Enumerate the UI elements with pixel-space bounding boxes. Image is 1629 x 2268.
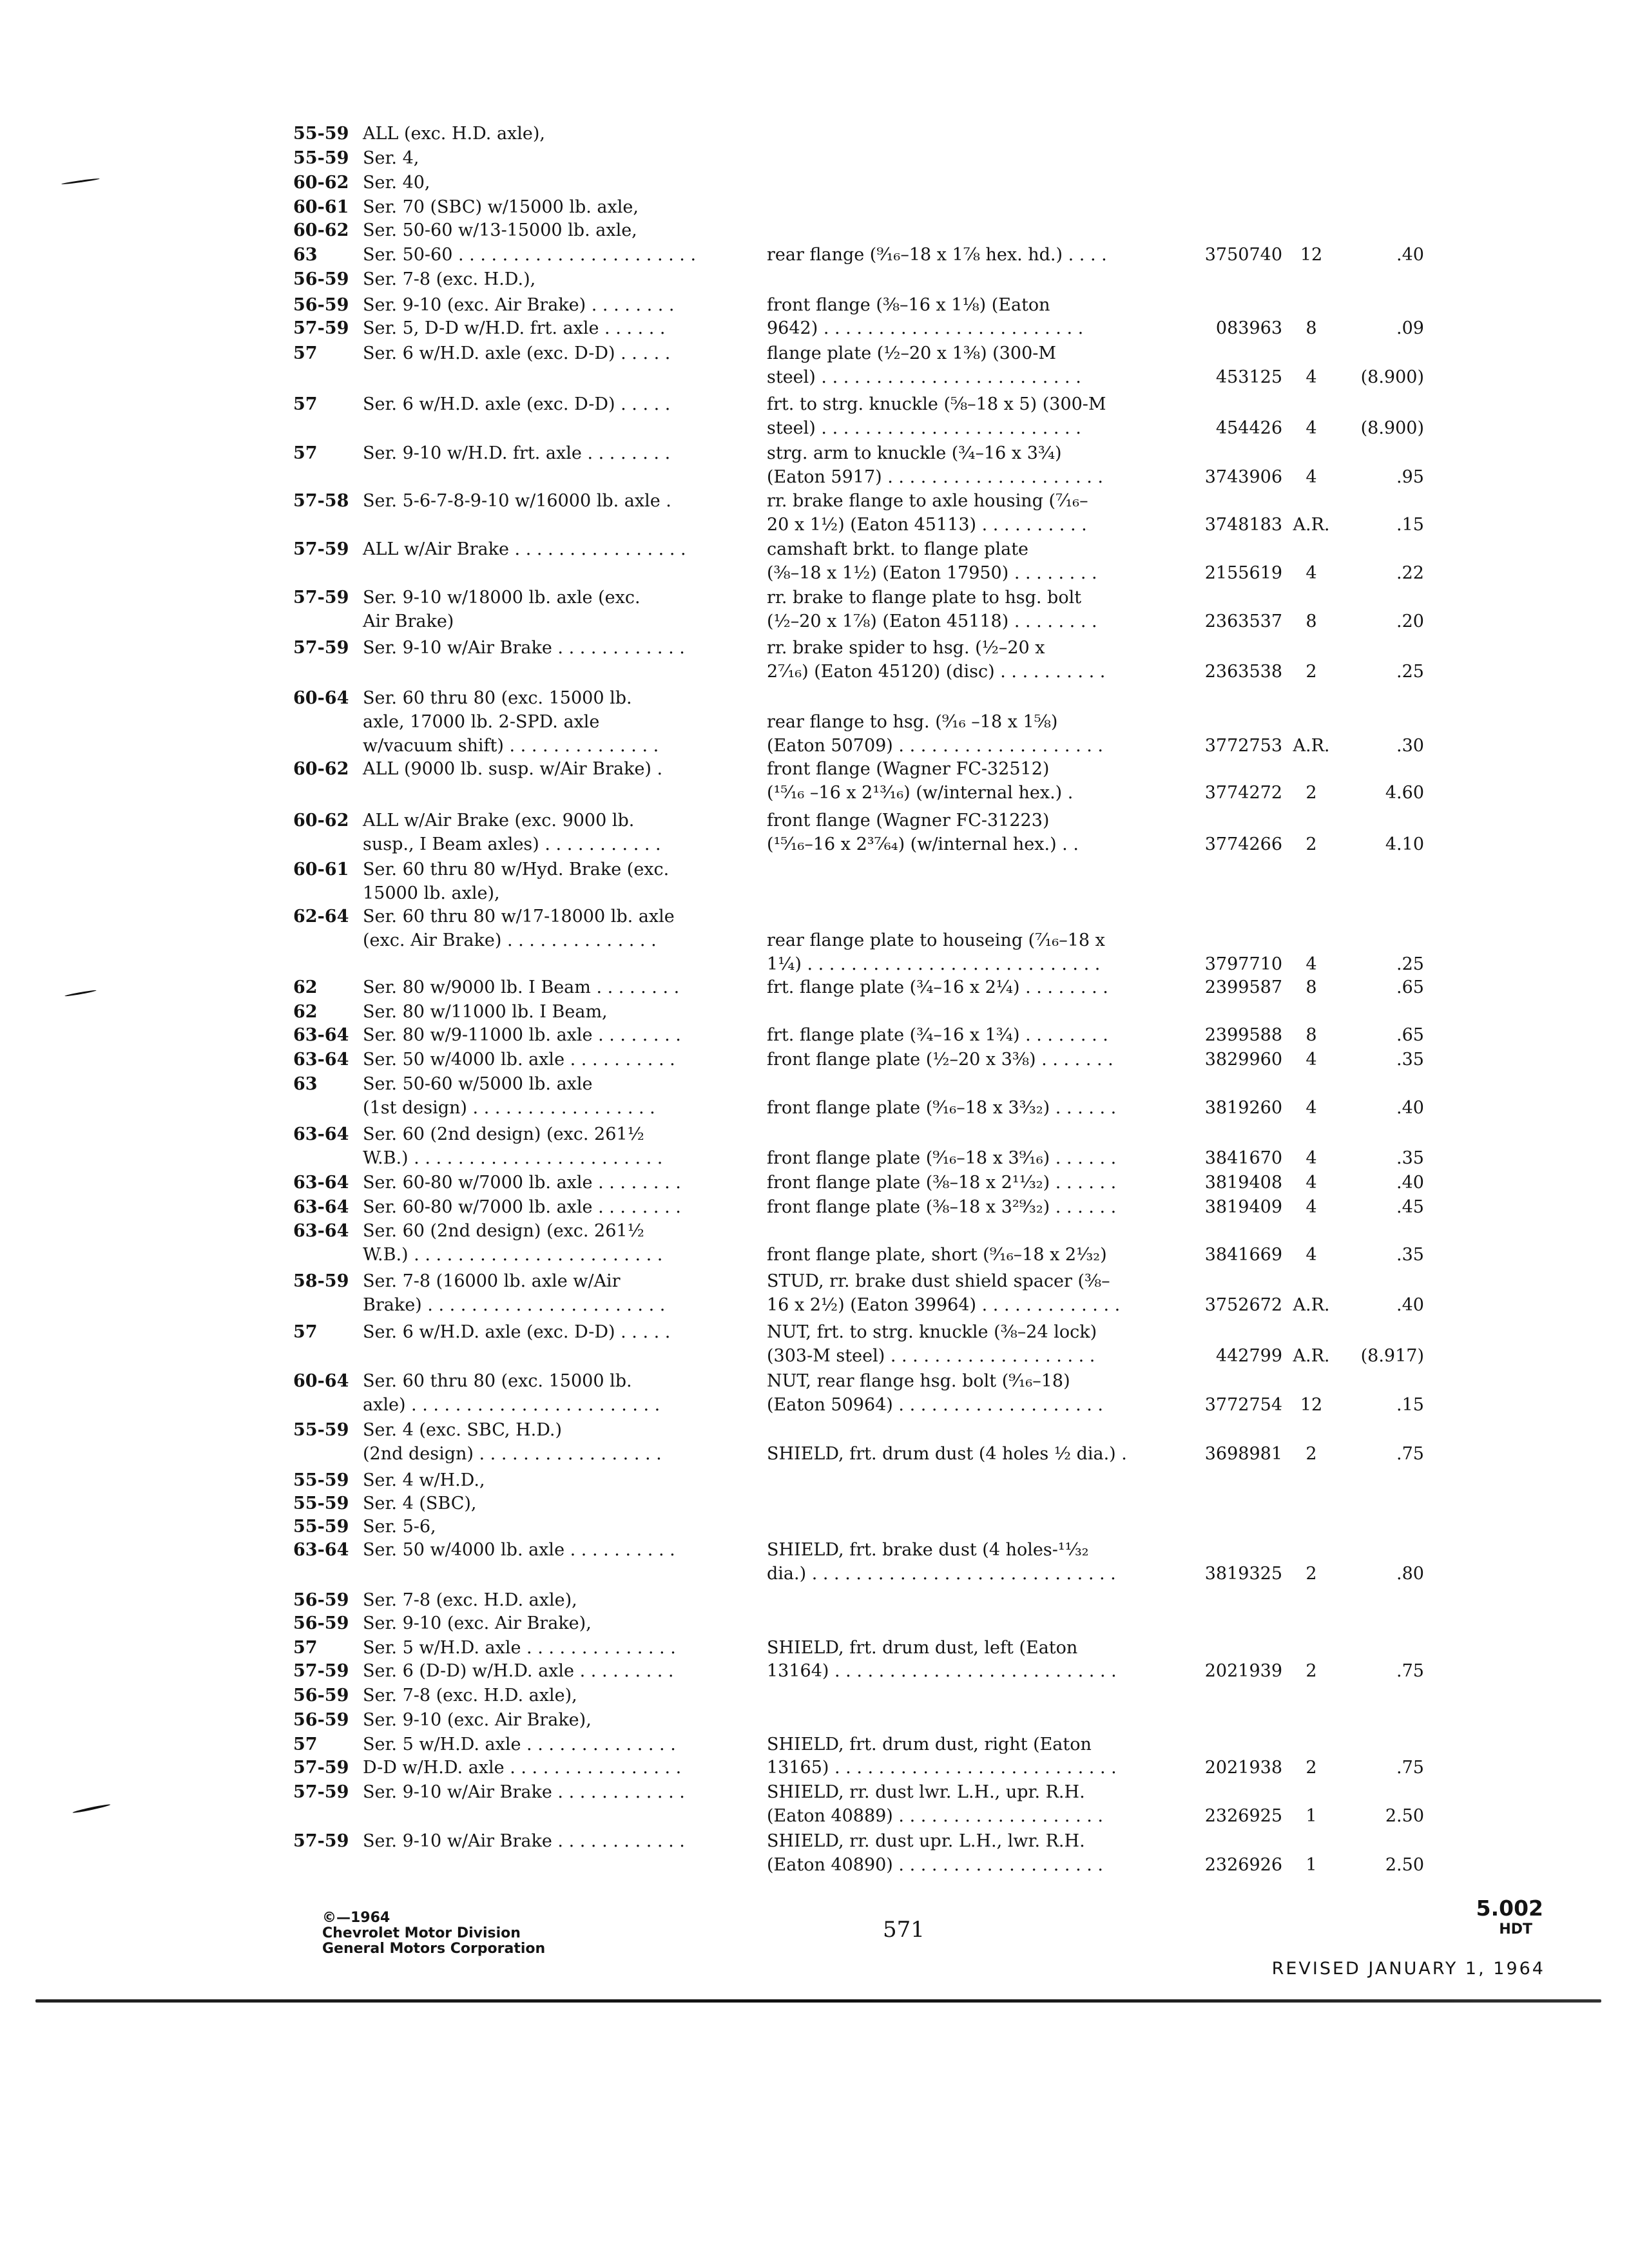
year-cell: 57: [293, 1322, 318, 1342]
description-cell: front flange plate (⅜–18 x 2¹¹⁄₃₂) . . . . . .: [767, 1173, 1117, 1193]
year-cell: 57-59: [293, 1782, 349, 1802]
part-number-cell: 3752672: [1204, 1295, 1282, 1315]
description-cell: front flange (Wagner FC-32512): [767, 759, 1050, 779]
application-cell: Ser. 9-10 w/H.D. frt. axle . . . . . . . .: [363, 443, 671, 463]
price-cell: (8.900): [1360, 367, 1424, 387]
year-cell: 57: [293, 1638, 318, 1658]
part-number-cell: 3819409: [1204, 1197, 1282, 1217]
description-cell: front flange plate (⁹⁄₁₆–18 x 3⁹⁄₁₆) . . . . . .: [767, 1148, 1117, 1168]
part-number-cell: 083963: [1215, 318, 1282, 338]
year-cell: 55-59: [293, 1494, 349, 1514]
year-cell: 55-59: [293, 1470, 349, 1490]
price-cell: 4.10: [1385, 834, 1424, 854]
application-cell: Ser. 6 w/H.D. axle (exc. D-D) . . . . .: [363, 343, 671, 363]
part-number-cell: 2399588: [1204, 1025, 1282, 1045]
application-cell: Ser. 5 w/H.D. axle . . . . . . . . . . . . . .: [363, 1638, 676, 1658]
year-cell: 60-62: [293, 173, 349, 193]
quantity-cell: 4: [1306, 1148, 1317, 1168]
quantity-cell: 8: [1306, 1025, 1317, 1045]
description-cell: NUT, frt. to strg. knuckle (⅜–24 lock): [767, 1322, 1097, 1342]
bottom-rule: [35, 1999, 1601, 2003]
application-cell: Ser. 7-8 (exc. H.D. axle),: [363, 1590, 577, 1610]
year-cell: 62-64: [293, 907, 349, 927]
year-cell: 57-59: [293, 1758, 349, 1778]
year-cell: 60-61: [293, 860, 349, 879]
description-cell: 20 x 1½) (Eaton 45113) . . . . . . . . . .: [767, 515, 1087, 535]
description-cell: (Eaton 5917) . . . . . . . . . . . . . . . . . . . .: [767, 467, 1103, 487]
description-cell: camshaft brkt. to flange plate: [767, 539, 1029, 559]
quantity-cell: 8: [1306, 318, 1317, 338]
application-cell: Ser. 6 w/H.D. axle (exc. D-D) . . . . .: [363, 394, 671, 414]
part-number-cell: 2021938: [1204, 1758, 1282, 1778]
description-cell: frt. flange plate (¾–16 x 2¼) . . . . . . . .: [767, 977, 1108, 997]
application-cell: Ser. 80 w/9-11000 lb. axle . . . . . . . .: [363, 1025, 681, 1045]
year-cell: 63-64: [293, 1221, 349, 1241]
description-cell: STUD, rr. brake dust shield spacer (⅜–: [767, 1271, 1110, 1291]
application-cell: Ser. 50 w/4000 lb. axle . . . . . . . . . .: [363, 1050, 675, 1070]
description-cell: 2⁷⁄₁₆) (Eaton 45120) (disc) . . . . . . . . . .: [767, 662, 1106, 682]
description-cell: rr. brake spider to hsg. (½–20 x: [767, 638, 1045, 658]
price-cell: .09: [1396, 318, 1424, 338]
application-cell: ALL w/Air Brake . . . . . . . . . . . . . . . .: [363, 539, 686, 559]
application-cell: Ser. 4 (exc. SBC, H.D.): [363, 1420, 562, 1440]
part-number-cell: 3774266: [1204, 834, 1282, 854]
application-cell: Ser. 60 thru 80 w/Hyd. Brake (exc.: [363, 860, 670, 879]
year-cell: 63-64: [293, 1197, 349, 1217]
description-cell: (Eaton 50709) . . . . . . . . . . . . . . . . . . .: [767, 736, 1103, 756]
application-cell: Ser. 5-6-7-8-9-10 w/16000 lb. axle .: [363, 491, 671, 511]
year-cell: 60-64: [293, 688, 349, 708]
part-number-cell: 453125: [1215, 367, 1282, 387]
description-cell: (Eaton 50964) . . . . . . . . . . . . . . . . . . .: [767, 1395, 1103, 1415]
description-cell: (¹⁵⁄₁₆–16 x 2³⁷⁄₆₄) (w/internal hex.) . .: [767, 834, 1079, 854]
description-cell: front flange plate (⅜–18 x 3²⁹⁄₃₂) . . . . . .: [767, 1197, 1117, 1217]
quantity-cell: 2: [1306, 662, 1317, 682]
description-cell: steel) . . . . . . . . . . . . . . . . . . . . . . . .: [767, 418, 1081, 438]
year-cell: 63-64: [293, 1025, 349, 1045]
description-cell: (Eaton 40890) . . . . . . . . . . . . . . . . . . .: [767, 1855, 1103, 1875]
application-cell: Ser. 60 (2nd design) (exc. 261½: [363, 1221, 644, 1241]
quantity-cell: 4: [1306, 1050, 1317, 1070]
application-cell: Ser. 4 (SBC),: [363, 1494, 477, 1514]
price-cell: .40: [1396, 1295, 1424, 1315]
description-cell: dia.) . . . . . . . . . . . . . . . . . . . . . . . . . . . .: [767, 1564, 1116, 1584]
application-cell: Brake) . . . . . . . . . . . . . . . . . . . . . .: [363, 1295, 666, 1315]
description-cell: 9642) . . . . . . . . . . . . . . . . . . . . . . . .: [767, 318, 1084, 338]
quantity-cell: 4: [1306, 954, 1317, 974]
description-cell: (303-M steel) . . . . . . . . . . . . . . . . . . .: [767, 1346, 1095, 1366]
part-number-cell: 3819408: [1204, 1173, 1282, 1193]
description-cell: steel) . . . . . . . . . . . . . . . . . . . . . . . .: [767, 367, 1081, 387]
description-cell: front flange plate (⁹⁄₁₆–18 x 3³⁄₃₂) . . . . . .: [767, 1098, 1117, 1118]
quantity-cell: 12: [1300, 1395, 1323, 1415]
description-cell: rr. brake to flange plate to hsg. bolt: [767, 588, 1082, 608]
part-number-cell: 3819325: [1204, 1564, 1282, 1584]
part-number-cell: 3841669: [1204, 1245, 1282, 1265]
year-cell: 57-59: [293, 539, 349, 559]
application-cell: Ser. 9-10 w/Air Brake . . . . . . . . . . . .: [363, 1831, 685, 1851]
application-cell: susp., I Beam axles) . . . . . . . . . . .: [363, 834, 661, 854]
application-cell: Ser. 60 (2nd design) (exc. 261½: [363, 1124, 644, 1144]
year-cell: 60-62: [293, 220, 349, 240]
year-cell: 57: [293, 443, 318, 463]
quantity-cell: 12: [1300, 245, 1323, 265]
year-cell: 56-59: [293, 1686, 349, 1706]
margin-mark: [61, 178, 100, 185]
application-cell: W.B.) . . . . . . . . . . . . . . . . . . . . . . .: [363, 1245, 663, 1265]
price-cell: (8.917): [1360, 1346, 1424, 1366]
application-cell: 15000 lb. axle),: [363, 883, 500, 903]
part-number-cell: 3772754: [1204, 1395, 1282, 1415]
quantity-cell: 2: [1306, 834, 1317, 854]
year-cell: 62: [293, 977, 318, 997]
year-cell: 55-59: [293, 124, 349, 144]
application-cell: Ser. 6 (D-D) w/H.D. axle . . . . . . . . .: [363, 1661, 674, 1681]
part-number-cell: 2326925: [1204, 1806, 1282, 1826]
application-cell: ALL (9000 lb. susp. w/Air Brake) .: [363, 759, 663, 779]
part-number-cell: 442799: [1215, 1346, 1282, 1366]
quantity-cell: 4: [1306, 1197, 1317, 1217]
part-number-cell: 3819260: [1204, 1098, 1282, 1118]
description-cell: front flange plate, short (⁹⁄₁₆–18 x 2¹⁄₃₂): [767, 1245, 1107, 1265]
part-number-cell: 2155619: [1204, 563, 1282, 583]
description-cell: rear flange to hsg. (⁹⁄₁₆ –18 x 1⅝): [767, 712, 1058, 732]
page-number: 571: [883, 1917, 925, 1943]
year-cell: 57: [293, 343, 318, 363]
application-cell: Ser. 6 w/H.D. axle (exc. D-D) . . . . .: [363, 1322, 671, 1342]
year-cell: 57-59: [293, 588, 349, 608]
application-cell: Ser. 9-10 w/Air Brake . . . . . . . . . . . .: [363, 638, 685, 658]
year-cell: 57-59: [293, 1661, 349, 1681]
year-cell: 63-64: [293, 1050, 349, 1070]
part-number-cell: 3750740: [1204, 245, 1282, 265]
quantity-cell: 4: [1306, 1173, 1317, 1193]
description-cell: 13164) . . . . . . . . . . . . . . . . . . . . . . . . . .: [767, 1661, 1117, 1681]
application-cell: Ser. 5 w/H.D. axle . . . . . . . . . . . . . .: [363, 1735, 676, 1754]
description-cell: rr. brake flange to axle housing (⁷⁄₁₆–: [767, 491, 1088, 511]
year-cell: 63: [293, 1074, 318, 1094]
application-cell: (1st design) . . . . . . . . . . . . . . . . .: [363, 1098, 655, 1118]
price-cell: 4.60: [1385, 783, 1424, 803]
application-cell: Ser. 80 w/11000 lb. I Beam,: [363, 1002, 608, 1022]
price-cell: .22: [1396, 563, 1424, 583]
section-code: HDT: [1499, 1921, 1532, 1937]
year-cell: 63-64: [293, 1124, 349, 1144]
revision-date: REVISED JANUARY 1, 1964: [1271, 1959, 1545, 1979]
price-cell: .40: [1396, 1173, 1424, 1193]
price-cell: .30: [1396, 736, 1424, 756]
application-cell: Ser. 5, D-D w/H.D. frt. axle . . . . . .: [363, 318, 666, 338]
application-cell: Ser. 5-6,: [363, 1517, 436, 1537]
description-cell: SHIELD, rr. dust upr. L.H., lwr. R.H.: [767, 1831, 1085, 1851]
description-cell: rear flange plate to houseing (⁷⁄₁₆–18 x: [767, 930, 1105, 950]
application-cell: Ser. 9-10 w/Air Brake . . . . . . . . . . . .: [363, 1782, 685, 1802]
description-cell: NUT, rear flange hsg. bolt (⁹⁄₁₆–18): [767, 1371, 1070, 1391]
application-cell: Ser. 50 w/4000 lb. axle . . . . . . . . . .: [363, 1540, 675, 1560]
price-cell: .20: [1396, 611, 1424, 631]
year-cell: 56-59: [293, 1590, 349, 1610]
description-cell: frt. to strg. knuckle (⅝–18 x 5) (300-M: [767, 394, 1106, 414]
quantity-cell: 1: [1306, 1806, 1317, 1826]
price-cell: .25: [1396, 662, 1424, 682]
year-cell: 57-59: [293, 318, 349, 338]
description-cell: 13165) . . . . . . . . . . . . . . . . . . . . . . . . . .: [767, 1758, 1117, 1778]
description-cell: SHIELD, rr. dust lwr. L.H., upr. R.H.: [767, 1782, 1085, 1802]
quantity-cell: 8: [1306, 977, 1317, 997]
year-cell: 62: [293, 1002, 318, 1022]
application-cell: (2nd design) . . . . . . . . . . . . . . . . .: [363, 1444, 662, 1464]
application-cell: Ser. 7-8 (exc. H.D. axle),: [363, 1686, 577, 1706]
year-cell: 63-64: [293, 1173, 349, 1193]
year-cell: 57: [293, 1735, 318, 1754]
description-cell: SHIELD, frt. drum dust (4 holes ½ dia.) .: [767, 1444, 1127, 1464]
application-cell: Ser. 9-10 (exc. Air Brake),: [363, 1613, 592, 1633]
quantity-cell: 4: [1306, 418, 1317, 438]
application-cell: D-D w/H.D. axle . . . . . . . . . . . . . . . .: [363, 1758, 682, 1778]
application-cell: axle) . . . . . . . . . . . . . . . . . . . . . . .: [363, 1395, 660, 1415]
application-cell: Ser. 9-10 (exc. Air Brake),: [363, 1710, 592, 1730]
quantity-cell: 2: [1306, 1444, 1317, 1464]
price-cell: .15: [1396, 515, 1424, 535]
price-cell: 2.50: [1385, 1855, 1424, 1875]
description-cell: flange plate (½–20 x 1⅜) (300-M: [767, 343, 1057, 363]
part-number-cell: 3698981: [1204, 1444, 1282, 1464]
margin-mark: [72, 1803, 111, 1814]
description-cell: SHIELD, frt. drum dust, left (Eaton: [767, 1638, 1078, 1658]
year-cell: 63-64: [293, 1540, 349, 1560]
application-cell: (exc. Air Brake) . . . . . . . . . . . . . .: [363, 930, 657, 950]
application-cell: Ser. 80 w/9000 lb. I Beam . . . . . . . .: [363, 977, 680, 997]
year-cell: 58-59: [293, 1271, 349, 1291]
quantity-cell: 8: [1306, 611, 1317, 631]
price-cell: .25: [1396, 954, 1424, 974]
description-cell: (Eaton 40889) . . . . . . . . . . . . . . . . . . .: [767, 1806, 1103, 1826]
price-cell: .80: [1396, 1564, 1424, 1584]
application-cell: Ser. 7-8 (exc. H.D.),: [363, 269, 536, 289]
year-cell: 56-59: [293, 295, 349, 315]
application-cell: axle, 17000 lb. 2-SPD. axle: [363, 712, 600, 732]
description-cell: (½–20 x 1⅞) (Eaton 45118) . . . . . . . .: [767, 611, 1097, 631]
copyright-line: ©—1964: [322, 1910, 390, 1926]
price-cell: .75: [1396, 1758, 1424, 1778]
part-number-cell: 2021939: [1204, 1661, 1282, 1681]
year-cell: 56-59: [293, 1710, 349, 1730]
year-cell: 60-64: [293, 1371, 349, 1391]
year-cell: 60-62: [293, 811, 349, 831]
price-cell: .65: [1396, 1025, 1424, 1045]
application-cell: Ser. 50-60 . . . . . . . . . . . . . . . . . . . . . .: [363, 245, 697, 265]
price-cell: .35: [1396, 1148, 1424, 1168]
application-cell: ALL w/Air Brake (exc. 9000 lb.: [363, 811, 635, 831]
quantity-cell: 4: [1306, 367, 1317, 387]
part-number-cell: 3748183: [1204, 515, 1282, 535]
year-cell: 55-59: [293, 1420, 349, 1440]
description-cell: SHIELD, frt. brake dust (4 holes-¹¹⁄₃₂: [767, 1540, 1089, 1560]
description-cell: front flange (Wagner FC-31223): [767, 811, 1050, 831]
part-number-cell: 3841670: [1204, 1148, 1282, 1168]
application-cell: Ser. 9-10 (exc. Air Brake) . . . . . . . .: [363, 295, 675, 315]
quantity-cell: 2: [1306, 1564, 1317, 1584]
year-cell: 57-59: [293, 1831, 349, 1851]
application-cell: Ser. 40,: [363, 173, 430, 193]
price-cell: .45: [1396, 1197, 1424, 1217]
quantity-cell: 4: [1306, 1245, 1317, 1265]
year-cell: 63: [293, 245, 318, 265]
quantity-cell: A.R.: [1293, 1346, 1330, 1366]
price-cell: .40: [1396, 245, 1424, 265]
price-cell: .15: [1396, 1395, 1424, 1415]
description-cell: strg. arm to knuckle (¾–16 x 3¾): [767, 443, 1062, 463]
application-cell: Air Brake): [363, 611, 454, 631]
application-cell: Ser. 50-60 w/13-15000 lb. axle,: [363, 220, 637, 240]
application-cell: Ser. 4 w/H.D.,: [363, 1470, 485, 1490]
application-cell: Ser. 60 thru 80 (exc. 15000 lb.: [363, 688, 632, 708]
description-cell: (¹⁵⁄₁₆ –16 x 2¹³⁄₁₆) (w/internal hex.) .: [767, 783, 1074, 803]
part-number-cell: 3829960: [1204, 1050, 1282, 1070]
application-cell: w/vacuum shift) . . . . . . . . . . . . . .: [363, 736, 659, 756]
quantity-cell: 2: [1306, 1758, 1317, 1778]
quantity-cell: 2: [1306, 783, 1317, 803]
part-number-cell: 3743906: [1204, 467, 1282, 487]
year-cell: 60-62: [293, 759, 349, 779]
application-cell: Ser. 50-60 w/5000 lb. axle: [363, 1074, 593, 1094]
quantity-cell: A.R.: [1293, 1295, 1330, 1315]
description-cell: front flange (⅜–16 x 1⅛) (Eaton: [767, 295, 1050, 315]
quantity-cell: 4: [1306, 563, 1317, 583]
division-line: Chevrolet Motor Division: [322, 1925, 521, 1941]
price-cell: .75: [1396, 1661, 1424, 1681]
description-cell: 16 x 2½) (Eaton 39964) . . . . . . . . . . . . .: [767, 1295, 1121, 1315]
year-cell: 55-59: [293, 1517, 349, 1537]
price-cell: .35: [1396, 1050, 1424, 1070]
application-cell: Ser. 4,: [363, 148, 419, 168]
description-cell: (⅜–18 x 1½) (Eaton 17950) . . . . . . . .: [767, 563, 1097, 583]
application-cell: Ser. 60 thru 80 (exc. 15000 lb.: [363, 1371, 632, 1391]
application-cell: Ser. 60 thru 80 w/17-18000 lb. axle: [363, 907, 675, 927]
price-cell: .40: [1396, 1098, 1424, 1118]
application-cell: Ser. 60-80 w/7000 lb. axle . . . . . . . .: [363, 1173, 681, 1193]
description-cell: frt. flange plate (¾–16 x 1¾) . . . . . . . .: [767, 1025, 1108, 1045]
quantity-cell: 1: [1306, 1855, 1317, 1875]
price-cell: .35: [1396, 1245, 1424, 1265]
description-cell: SHIELD, frt. drum dust, right (Eaton: [767, 1735, 1092, 1754]
part-number-cell: 3774272: [1204, 783, 1282, 803]
quantity-cell: A.R.: [1293, 515, 1330, 535]
section-number: 5.002: [1476, 1896, 1543, 1921]
application-cell: Ser. 9-10 w/18000 lb. axle (exc.: [363, 588, 641, 608]
price-cell: .65: [1396, 977, 1424, 997]
year-cell: 57: [293, 394, 318, 414]
application-cell: W.B.) . . . . . . . . . . . . . . . . . . . . . . .: [363, 1148, 663, 1168]
year-cell: 55-59: [293, 148, 349, 168]
part-number-cell: 454426: [1215, 418, 1282, 438]
price-cell: 2.50: [1385, 1806, 1424, 1826]
part-number-cell: 2363537: [1204, 611, 1282, 631]
part-number-cell: 3772753: [1204, 736, 1282, 756]
application-cell: Ser. 60-80 w/7000 lb. axle . . . . . . . .: [363, 1197, 681, 1217]
description-cell: 1¼) . . . . . . . . . . . . . . . . . . . . . . . . . . .: [767, 954, 1101, 974]
part-number-cell: 3797710: [1204, 954, 1282, 974]
part-number-cell: 2363538: [1204, 662, 1282, 682]
year-cell: 56-59: [293, 1613, 349, 1633]
price-cell: (8.900): [1360, 418, 1424, 438]
quantity-cell: 4: [1306, 467, 1317, 487]
quantity-cell: A.R.: [1293, 736, 1330, 756]
price-cell: .75: [1396, 1444, 1424, 1464]
part-number-cell: 2326926: [1204, 1855, 1282, 1875]
application-cell: Ser. 7-8 (16000 lb. axle w/Air: [363, 1271, 621, 1291]
margin-mark: [64, 990, 97, 997]
year-cell: 60-61: [293, 197, 349, 217]
year-cell: 56-59: [293, 269, 349, 289]
year-cell: 57-59: [293, 638, 349, 658]
description-cell: rear flange (⁹⁄₁₆–18 x 1⅞ hex. hd.) . . . .: [767, 245, 1107, 265]
description-cell: front flange plate (½–20 x 3⅜) . . . . . . .: [767, 1050, 1113, 1070]
price-cell: .95: [1396, 467, 1424, 487]
part-number-cell: 2399587: [1204, 977, 1282, 997]
quantity-cell: 2: [1306, 1661, 1317, 1681]
application-cell: Ser. 70 (SBC) w/15000 lb. axle,: [363, 197, 639, 217]
application-cell: ALL (exc. H.D. axle),: [363, 124, 545, 144]
corporation-line: General Motors Corporation: [322, 1941, 546, 1957]
quantity-cell: 4: [1306, 1098, 1317, 1118]
year-cell: 57-58: [293, 491, 349, 511]
